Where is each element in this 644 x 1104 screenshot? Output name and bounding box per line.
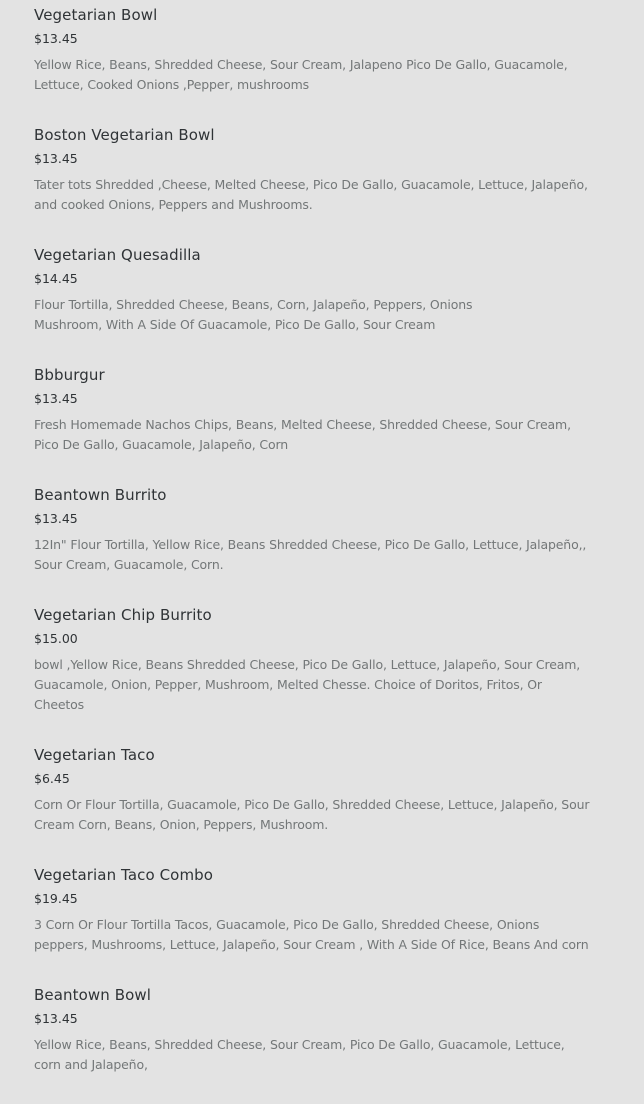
item-name: Vegetarian Bowl [34,6,158,24]
item-description-line: Sour Cream, Guacamole, Corn. [34,557,224,572]
menu-item[interactable] [34,485,618,572]
menu-item[interactable] [34,745,618,832]
item-price: $13.45 [34,511,78,526]
menu-item[interactable] [34,125,618,212]
item-price: $15.00 [34,631,78,646]
item-description [34,535,618,575]
menu-item[interactable] [34,605,618,712]
item-name: Vegetarian Quesadilla [34,246,201,264]
item-description [34,1035,618,1075]
item-name: Beantown Burrito [34,486,167,504]
item-description-line: corn and Jalapeño, [34,1057,148,1072]
item-name: Boston Vegetarian Bowl [34,126,215,144]
menu-item[interactable] [34,365,618,452]
item-price: $6.45 [34,771,70,786]
item-description-line: Yellow Rice, Beans, Shredded Cheese, Sour Cream, Jalapeno Pico De Gallo, Guacamole, [34,57,568,72]
menu-item[interactable] [34,865,618,952]
item-description-line: Tater tots Shredded ,Cheese, Melted Cheese, Pico De Gallo, Guacamole, Lettuce, Jalapeño, [34,177,588,192]
item-description [34,295,618,335]
item-description [34,175,618,215]
menu-item[interactable] [34,985,618,1072]
item-description-line: Fresh Homemade Nachos Chips, Beans, Melted Cheese, Shredded Cheese, Sour Cream, [34,417,571,432]
item-price: $13.45 [34,31,78,46]
item-description-line: Corn Or Flour Tortilla, Guacamole, Pico De Gallo, Shredded Cheese, Lettuce, Jalapeño, Sour [34,797,590,812]
item-price: $19.45 [34,891,78,906]
item-description-line: Pico De Gallo, Guacamole, Jalapeño, Corn [34,437,288,452]
item-price: $14.45 [34,271,78,286]
item-description-line: Flour Tortilla, Shredded Cheese, Beans, Corn, Jalapeño, Peppers, Onions [34,297,473,312]
item-description-line: peppers, Mushrooms, Lettuce, Jalapeño, Sour Cream , With A Side Of Rice, Beans And corn [34,937,589,952]
item-description-line: Cream Corn, Beans, Onion, Peppers, Mushroom. [34,817,329,832]
item-description [34,795,618,835]
item-description-line: and cooked Onions, Peppers and Mushrooms. [34,197,313,212]
item-price: $13.45 [34,151,78,166]
item-description-line: bowl ,Yellow Rice, Beans Shredded Cheese, Pico De Gallo, Lettuce, Jalapeño, Sour Cream, [34,657,581,672]
menu-item[interactable] [34,245,618,332]
item-price: $13.45 [34,391,78,406]
item-description-line: Cheetos [34,697,85,712]
item-name: Bbburgur [34,366,105,384]
item-description-line: 3 Corn Or Flour Tortilla Tacos, Guacamole, Pico De Gallo, Shredded Cheese, Onions [34,917,540,932]
item-description-line: 12In" Flour Tortilla, Yellow Rice, Beans Shredded Cheese, Pico De Gallo, Lettuce, Jalapeño,, [34,537,587,552]
item-description [34,915,618,955]
item-name: Vegetarian Chip Burrito [34,606,212,624]
item-name: Vegetarian Taco Combo [34,866,214,884]
item-price: $13.45 [34,1011,78,1026]
item-description-line: Guacamole, Onion, Pepper, Mushroom, Melted Chesse. Choice of Doritos, Fritos, Or [34,677,542,692]
item-description-line: Lettuce, Cooked Onions ,Pepper, mushrooms [34,77,310,92]
item-name: Vegetarian Taco [34,746,155,764]
item-description-line: Yellow Rice, Beans, Shredded Cheese, Sour Cream, Pico De Gallo, Guacamole, Lettuce, [34,1037,565,1052]
item-description [34,655,618,715]
item-name: Beantown Bowl [34,986,152,1004]
item-description [34,415,618,455]
item-description-line: Mushroom, With A Side Of Guacamole, Pico De Gallo, Sour Cream [34,317,436,332]
menu-item[interactable] [34,5,618,92]
item-description [34,55,618,95]
